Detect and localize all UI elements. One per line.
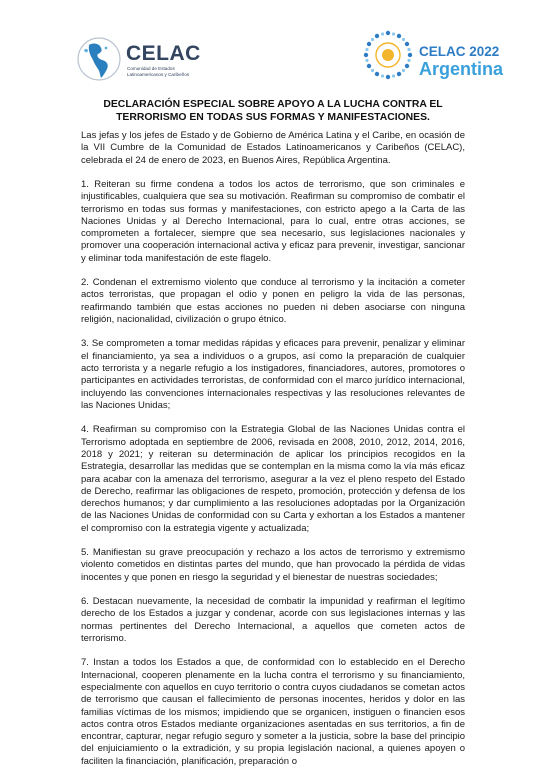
paragraph-7: 7. Instan a todos los Estados a que, de conformidad con lo establecido en el Derecho Internacional, cooperen plenamente en la lucha contra el terrorismo y su financiamiento, especialmente con aquellos en cuyo territorio o contra cuyos ciudadanos se cometan actos de terrorismo que causan el fallecimiento de personas inocentes, heridos y dolor en las familias víctimas de los mismos; impidiendo que se organicen, instiguen o financien esos actos contra otros Estados mediante organizaciones asentadas en sus territorios, a fin de encontrar, capturar, negar refugio seguro y someter a la justicia, sobre la base del principio del enjuiciamiento o la extradición, y su propia legislación nacional, a quienes apoyen o faciliten la financiación, planificación, preparación o — [81, 657, 465, 767]
document-title: DECLARACIÓN ESPECIAL SOBRE APOYO A LA LUCHA CONTRA EL TERRORISMO EN TODAS SUS FORMAS Y MANIFESTACIONES. — [103, 99, 443, 123]
celac-logo — [76, 36, 206, 82]
paragraph-6: 6. Destacan nuevamente, la necesidad de combatir la impunidad y reafirman el legítimo derecho de los Estados a juzgar y condenar, acorde con sus legislaciones internas y las normas pertinentes del Derecho Internacional, a aquellos que cometen actos de terrorismo. — [81, 596, 465, 644]
paragraph-4: 4. Reafirman su compromiso con la Estrategia Global de las Naciones Unidas contra el Terrorismo adoptada en septiembre de 2006, revisada en 2008, 2010, 2012, 2014, 2016, 2018 y 2021; y reiteran su determinación de aplicar los principios recogidos en la Estrategia, desarrollar las medidas que se contemplan en la misma como la vía más eficaz para acabar con la amenaza del terrorismo, asegurar a la vez el pleno respeto del Estado de Derecho, reafirmar las obligaciones de respeto, promoción, protección y defensa de los derechos humanos; y dar cumplimiento a las resoluciones adoptadas por la Organización de las Naciones Unidas de conformidad con su Carta y exhortan a los Estados a mantener el compromiso con la estrategia vigente y actualizada; — [81, 424, 465, 534]
paragraph-1: 1. Reiteran su firme condena a todos los actos de terrorismo, que son criminales e injustificables, cualquiera que sea su motivación. Reafirman su compromiso de combatir el terrorismo en todas sus formas y manifestaciones, con estricto apego a la Carta de las Naciones Unidas y al Derecho Internacional, para lo cual, entre otras acciones, se comprometen a fortalecer, siempre que sea necesario, sus legislaciones nacionales y promover una cooperación internacional activa y eficaz para prevenir, investigar, sancionar y eliminar toda manifestación de este flagelo. — [81, 178, 465, 264]
celac-logo-subtitle: Comunidad de Estados Latinoamericanos y Caribeños — [127, 66, 190, 77]
paragraph-3: 3. Se comprometen a tomar medidas rápidas y eficaces para prevenir, penalizar y eliminar el financiamiento, ya sea a individuos o a grupos, así como la preparación de cualquier acto terrorista y a negarle refugio a los instigadores, financiadores, autores, promotores o participantes en actividades terroristas, de conformidad con el marco jurídico internacional, incluyendo las convenciones internacionales respectivas y las resoluciones relevantes de las Naciones Unidas; — [81, 338, 465, 411]
preamble-paragraph: Las jefas y los jefes de Estado y de Gobierno de América Latina y el Caribe, en ocasión de la VII Cumbre de la Comunidad de Estados Latinoamericanos y Caribeños (CELAC), celebrada el 24 de enero de 2023, en Buenos Aires, República Argentina. — [81, 130, 465, 166]
document-body — [81, 130, 465, 780]
celac-2022-argentina-logo — [361, 28, 504, 82]
americas-map-logo-icon — [76, 36, 122, 82]
paragraph-5: 5. Manifiestan su grave preocupación y rechazo a los actos de terrorismo y extremismo violento cometidos en distintas partes del mundo, que han provocado la pérdida de vidas inocentes y que ponen en riesgo la seguridad y el bienestar de nuestras sociedades; — [81, 547, 465, 583]
paragraph-2: 2. Condenan el extremismo violento que conduce al terrorismo y la incitación a cometer actos terroristas, que propagan el odio y ponen en peligro la vida de las personas, reafirmando también que estas acciones no pueden ni deben asociarse con ninguna religión, nacionalidad, civilización o grupo étnico. — [81, 277, 465, 326]
celac-logo-name: CELAC — [126, 42, 201, 65]
star-wreath-logo-icon — [361, 28, 415, 82]
event-logo-line1: CELAC 2022 — [419, 44, 500, 59]
event-logo-line2: Argentina — [419, 59, 504, 79]
